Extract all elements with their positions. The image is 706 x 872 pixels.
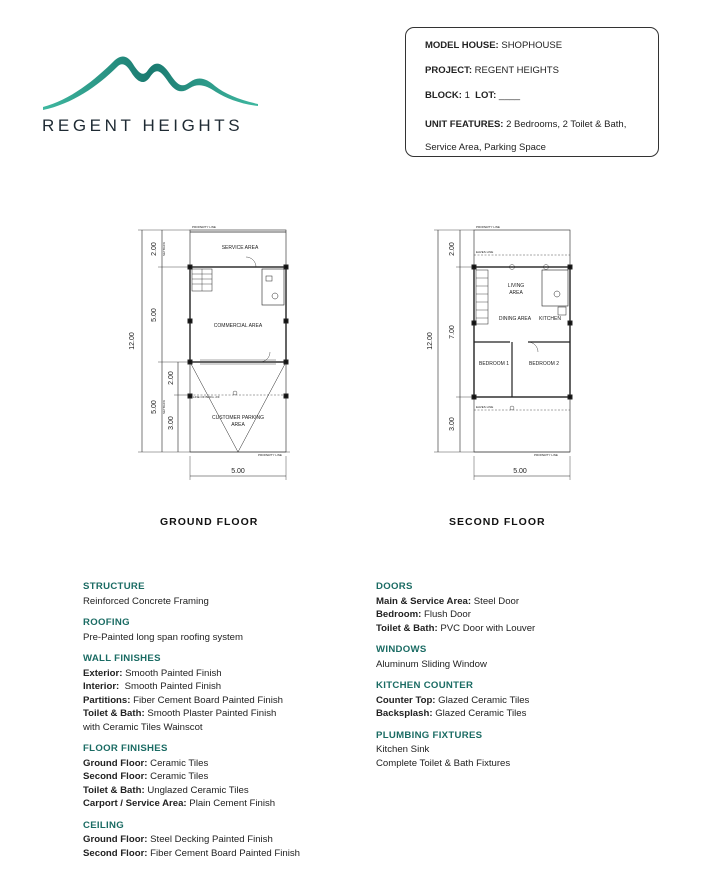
sf-dim-c: 3.00 — [449, 417, 456, 431]
spec-line — [376, 707, 676, 721]
spec-section — [83, 742, 353, 811]
spec-line — [376, 608, 676, 622]
spec-heading: WINDOWS — [376, 644, 427, 655]
spec-line — [376, 622, 676, 636]
mountain-logo-icon — [40, 52, 265, 112]
spec-value: Smooth Painted Finish — [119, 681, 222, 692]
spec-value: with Ceramic Tiles Wainscot — [83, 721, 203, 733]
ground-floor-plan — [120, 220, 310, 490]
project-info-box — [405, 27, 659, 157]
gf-dim-c1: 2.00 — [168, 371, 175, 385]
sf-dim-b: 7.00 — [449, 325, 456, 339]
spec-value: Steel Decking Painted Finish — [147, 834, 273, 845]
spec-label: Second Floor: — [83, 847, 148, 859]
spec-value: Ceramic Tiles — [147, 757, 209, 769]
spec-value: Glazed Ceramic Tiles — [435, 694, 530, 706]
gf-setback-top: SETBACK — [162, 241, 166, 257]
sf-eaves-line-bottom: EAVES LINE — [476, 405, 494, 409]
spec-label: Carport / Service Area: — [83, 798, 187, 809]
gf-room-service: SERVICE AREA — [221, 245, 259, 251]
spec-line — [83, 595, 353, 609]
spec-value: Fiber Cement Board Painted Finish — [130, 694, 283, 706]
spec-value: Smooth Plaster Painted Finish — [144, 708, 277, 719]
spec-line — [83, 757, 353, 771]
spec-value: Steel Door — [471, 595, 520, 607]
spec-line — [83, 707, 353, 721]
spec-value: Flush Door — [421, 609, 471, 620]
sf-room-bed1: BEDROOM 1 — [478, 361, 510, 367]
spec-value: Reinforced Concrete Framing — [83, 595, 209, 607]
unit-features-row: UNIT FEATURES: 2 Bedrooms, 2 Toilet & Bath, Service Area, Parking Space — [425, 119, 627, 153]
spec-value: Pre-Painted long span roofing system — [83, 631, 243, 643]
sf-dim-total: 12.00 — [427, 332, 434, 350]
spec-label: Counter Top: — [376, 694, 436, 706]
gf-dim-c2: 3.00 — [168, 416, 175, 430]
gf-dim-width: 5.00 — [231, 468, 245, 475]
spec-line — [83, 631, 353, 645]
spec-heading: FLOOR FINISHES — [83, 743, 168, 754]
gf-room-parking-1: CUSTOMER PARKING — [211, 415, 265, 421]
spec-section — [376, 679, 676, 721]
gf-dim-c: 5.00 — [151, 400, 158, 414]
spec-line — [83, 694, 353, 708]
spec-line — [83, 847, 353, 861]
spec-heading: WALL FINISHES — [83, 653, 161, 664]
spec-section — [83, 580, 353, 608]
spec-heading: PLUMBING FIXTURES — [376, 729, 483, 741]
gf-property-line-bottom: PROPERTY LINE — [258, 453, 282, 457]
spec-value: Plain Cement Finish — [186, 798, 276, 809]
sf-room-kitchen: KITCHEN — [539, 316, 561, 322]
spec-label: Exterior: — [83, 667, 123, 679]
spec-label: Main & Service Area: — [376, 595, 472, 607]
specs-left-column — [83, 580, 353, 868]
spec-label: Second Floor: — [83, 771, 148, 782]
spec-label: Bedroom: — [376, 609, 422, 620]
spec-label: Interior: — [83, 681, 120, 692]
sf-room-living-1: LIVING — [507, 283, 525, 289]
sf-property-line-bottom: PROPERTY LINE — [534, 453, 558, 457]
spec-label: Toilet & Bath: — [83, 784, 145, 796]
spec-line — [376, 694, 676, 708]
specs-right-column — [376, 580, 676, 778]
spec-section — [376, 580, 676, 635]
sf-room-living-2: AREA — [509, 290, 523, 296]
spec-heading: KITCHEN COUNTER — [376, 680, 474, 691]
ground-floor-drawing — [120, 220, 310, 490]
spec-value: Kitchen Sink — [376, 744, 430, 755]
spec-line — [376, 743, 676, 757]
spec-line — [376, 757, 676, 771]
gf-property-line-top: PROPERTY LINE — [192, 225, 216, 229]
spec-label: Partitions: — [83, 694, 131, 706]
spec-label: Ground Floor: — [83, 757, 148, 769]
spec-section — [83, 819, 353, 861]
gf-setback-bottom: SETBACK — [162, 399, 166, 415]
sf-eaves-line-top: EAVES LINE — [476, 250, 494, 254]
spec-label: Toilet & Bath: — [83, 708, 145, 719]
sf-room-dining: DINING AREA — [498, 316, 532, 322]
spec-line — [83, 833, 353, 847]
second-floor-plan — [420, 220, 610, 490]
spec-line — [83, 680, 353, 694]
spec-label: Toilet & Bath: — [376, 622, 438, 634]
second-floor-drawing — [420, 220, 610, 490]
spec-heading: ROOFING — [83, 617, 130, 628]
spec-label: Ground Floor: — [83, 834, 148, 845]
spec-value: Fiber Cement Board Painted Finish — [147, 847, 301, 859]
sf-room-bed2: BEDROOM 2 — [528, 361, 560, 367]
spec-value: Complete Toilet & Bath Fixtures — [376, 757, 511, 769]
spec-line — [83, 721, 353, 735]
spec-value: Unglazed Ceramic Tiles — [144, 784, 249, 796]
spec-line — [83, 770, 353, 784]
project-row: PROJECT: REGENT HEIGHTS — [425, 65, 559, 76]
spec-line — [83, 797, 353, 811]
sf-dim-width: 5.00 — [513, 468, 527, 475]
gf-dim-total: 12.00 — [129, 332, 136, 350]
spec-line — [83, 667, 353, 681]
sf-property-line-top: PROPERTY LINE — [476, 225, 500, 229]
gf-room-parking-2: AREA — [231, 422, 245, 428]
gf-dim-a: 2.00 — [151, 242, 158, 256]
spec-section — [376, 643, 676, 671]
spec-line — [83, 784, 353, 798]
model-house-row: MODEL HOUSE: SHOPHOUSE — [425, 40, 563, 51]
brand-name: REGENT HEIGHTS — [42, 116, 244, 135]
spec-value: Glazed Ceramic Tiles — [432, 708, 527, 719]
spec-heading: DOORS — [376, 581, 413, 592]
gf-dim-b: 5.00 — [151, 308, 158, 322]
spec-line — [376, 658, 676, 672]
spec-value: Smooth Painted Finish — [122, 667, 222, 679]
ground-floor-title: GROUND FLOOR — [160, 516, 259, 528]
block-lot-row: BLOCK: 1 LOT: ____ — [425, 90, 521, 101]
second-floor-title: SECOND FLOOR — [449, 516, 546, 528]
spec-section — [83, 652, 353, 734]
spec-section — [376, 729, 676, 771]
spec-heading: CEILING — [83, 819, 125, 831]
spec-line — [376, 595, 676, 609]
spec-value: Aluminum Sliding Window — [376, 658, 487, 670]
gf-line-bldg: LINE OF BLDG. 2/F — [193, 395, 220, 399]
spec-value: PVC Door with Louver — [437, 622, 536, 634]
spec-value: Ceramic Tiles — [147, 771, 209, 782]
gf-room-commercial: COMMERCIAL AREA — [213, 323, 263, 329]
sf-dim-a: 2.00 — [449, 242, 456, 256]
spec-heading: STRUCTURE — [83, 581, 145, 592]
spec-section — [83, 616, 353, 644]
spec-label: Backsplash: — [376, 708, 433, 719]
